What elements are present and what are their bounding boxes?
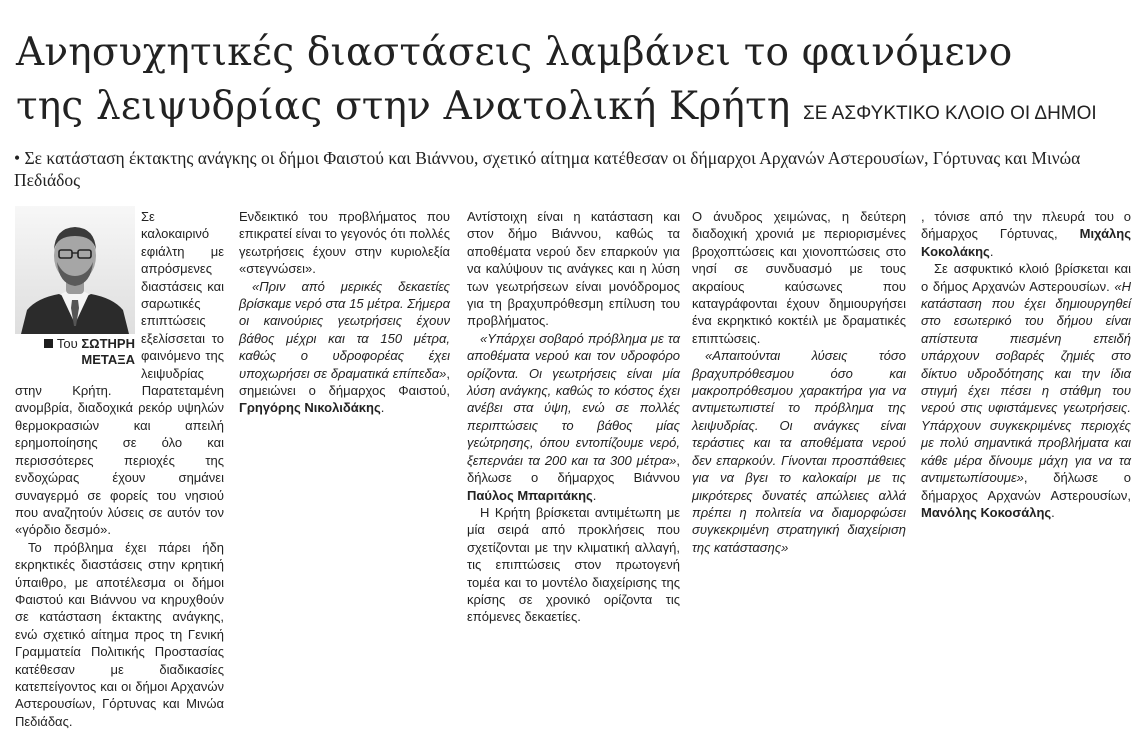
article-quote-1: «Πριν από μερικές δεκαετίες βρίσκαμε νερό στα 15 μέτρα. Σήμερα οι καινούριες γεωτρήσεις έχουν βάθος μέχρι και τα 150 μέτρα, καθώς ο υδροφορέας έχει υποχωρήσει σε δραματικά επίπεδα» [239, 278, 450, 381]
article-column-4 [692, 208, 906, 556]
article-quote-1-paragraph [239, 278, 450, 417]
article-paragraph-6: Ο άνυδρος χειμώνας, η δεύτερη διαδοχική χρονιά με περιορισμένες βροχοπτώσεις και χιονοπτώσεις στο νησί σε συνδυασμό με τους ακραίους καύσωνες που καταγράφονται έχουν δημιουργήσει ένα εκρηκτικό κοκτέιλ με δραματικές επιπτώσεις. [692, 209, 906, 346]
byline-square-icon [44, 339, 53, 348]
author-portrait-image [15, 206, 135, 334]
article-quote-4: «Η κατάσταση που έχει δημιουργηθεί στο εσωτερικό του δήμου είναι απίστευτα πιεσμένη επειδή υπάρχουν σοβαρές ζημιές στο δίκτυο υδροδότησης και την ίδια στιγμή έχει πέσει η στάθμη του νερού στις υφιστάμενες γεωτρήσεις. Υπάρχουν συγκεκριμένες περιοχές με πολύ σημαντικά προβλήματα και κάθε μέρα δίνουμε μάχη για να τα αντιμετωπίσουμε» [921, 278, 1131, 486]
article-quote-2-name: Παύλος Μπαριτάκης [467, 487, 593, 503]
article-quote-2-end: . [592, 487, 597, 503]
article-quote-2-paragraph [467, 330, 680, 504]
headline-line-1: Ανησυχητικές διαστάσεις λαμβάνει το φαινόμενο [16, 30, 1013, 75]
article-quote-1-name: Γρηγόρης Νικολιδάκης [239, 400, 381, 416]
article-column-2 [239, 208, 450, 417]
article-quote-3-name: Μιχάλης Κοκολάκης [921, 226, 1131, 259]
article-paragraph-4: Αντίστοιχη είναι η κατάσταση και στον δήμο Βιάννου, καθώς τα αποθέματα νερού δεν επαρκούν για να καλύψουν τις ανάγκες και η λύση των γεωτρήσεων είναι μονόδρομος για τη βραχυπρόθεσμη επίλυση του προβλήματος. [467, 209, 680, 329]
article-quote-2-attribution: , δήλωσε ο δήμαρχος Βιάννου [467, 452, 680, 486]
article-paragraph-5: Η Κρήτη βρίσκεται αντιμέτωπη με μία σειρά από προκλήσεις που σχετίζονται με την κλιματική αλλαγή, τις επιπτώσεις στον πρωτογενή τομέα και το μοντέλο διαχείρισης της κρίσης σε χρονικό ορίζοντα τις επόμενες δεκαετίες. [467, 504, 680, 625]
article-column-5 [921, 208, 1131, 521]
article-paragraph-1: Σε καλοκαιρινό εφιάλτη με απρόσμενες διαστάσεις και σαρωτικές επιπτώσεις εξελίσσεται το φαινόμενο της λειψυδρίας στην Κρήτη. Παρατεταμένη ανομβρία, διαδοχικά ρεκόρ υψηλών θερμοκρασιών και απειλή ερημοποίησης σε όλο και περισσότερες περιοχές της ενδοχώρας έχουν σημάνει συναγερμό σε φορείς του νησιού που αναζητούν λύσεις σε αυτόν τον «γόρδιο δεσμό». [15, 209, 224, 538]
article-paragraph-3: Ενδεικτικό του προβλήματος που επικρατεί είναι το γεγονός ότι πολλές γεωτρήσεις έχουν στην κυριολεξία «στεγνώσει». [239, 209, 450, 277]
article-quote-4-attribution: , δήλωσε ο δήμαρχος Αρχανών Αστερουσίων, [921, 470, 1131, 503]
byline-prefix: Του [56, 336, 78, 351]
headline-line-2-text: της λειψυδρίας στην Ανατολική Κρήτη [16, 84, 791, 129]
article-column-1 [15, 208, 224, 730]
byline-author-line-2: ΜΕΤΑΞΑ [81, 352, 135, 367]
article-quote-2: «Υπάρχει σοβαρό πρόβλημα με τα αποθέματα νερού και τον υδροφόρο ορίζοντα. Οι γεωτρήσεις είναι μία λύση ανάγκης, καθώς το κόστος έχει ανέβει στα ύψη, ενώ σε πολλές περιπτώσεις το βάθος μίας γεώτρησης, όπου εντοπίζουμε νερό, ξεπερνάει τα 200 και τα 300 μέτρα» [467, 330, 680, 468]
article-paragraph-7 [921, 260, 1131, 521]
byline [15, 336, 135, 368]
article-quote-4-name: Μανόλης Κοκοσάλης [921, 504, 1052, 520]
article-quote-1-end: . [380, 400, 385, 416]
subtitle: • Σε κατάσταση έκτακτης ανάγκης οι δήμοι Φαιστού και Βιάννου, σχετικό αίτημα κατέθεσαν οι δήμαρχοι Αρχανών Αστερουσίων, Γόρτυνας και Μινώα Πεδιάδος [14, 148, 1081, 190]
headline-line-2 [16, 84, 1097, 129]
author-photo [15, 206, 135, 334]
article-quote-3-attribution: , τόνισε από την πλευρά του ο δήμαρχος Γόρτυνας, [921, 209, 1131, 242]
article-paragraph-2: Το πρόβλημα έχει πάρει ήδη εκρηκτικές διαστάσεις στην κρητική ύπαιθρο, με αποτέλεσμα οι δήμοι Φαιστού και Βιάννου να κηρυχθούν σε κατάσταση έκτακτης ανάγκης, ενώ σχετικό αίτημα προς τη Γενική Γραμματεία Πολιτικής Προστασίας κατέθεσαν με διαδικασίες κατεπείγοντος και οι δήμοι Αρχανών Αστερουσίων, Γόρτυνας και Μινώα Πεδιάδας. [15, 539, 224, 729]
article-quote-3-continuation [921, 208, 1131, 260]
article-quote-1-attribution: , σημειώνει ο δήμαρχος Φαιστού, [239, 365, 450, 399]
byline-author-line-1: ΣΩΤΗΡΗ [81, 336, 135, 351]
article-quote-4-end: . [1051, 504, 1055, 520]
headline-kicker: ΣΕ ΑΣΦΥΚΤΙΚΟ ΚΛΟΙΟ ΟΙ ΔΗΜΟΙ [803, 103, 1097, 124]
article-quote-3: «Απαιτούνται λύσεις τόσο βραχυπρόθεσμου όσο και μακροπρόθεσμου χαρακτήρα για να αντιμετωπιστεί το πρόβλημα της λειψυδρίας. Οι ανάγκες είναι τεράστιες και τα αποθέματα νερού δεν επαρκούν. Γίνονται προσπάθειες για να βγει το καλοκαίρι με τις μικρότερες δυνατές απώλειες αλλά πρέπει η πολιτεία να διαμορφώσει συγκεκριμένη στρατηγική διαχείριση της κατάστασης» [692, 348, 906, 555]
article-quote-3-end: . [989, 243, 994, 259]
article-quote-3-paragraph [692, 347, 906, 556]
article-paragraph-7-text: Σε ασφυκτικό κλοιό βρίσκεται και ο δήμος Αρχανών Αστερουσίων. [921, 261, 1131, 294]
article-column-3 [467, 208, 680, 626]
